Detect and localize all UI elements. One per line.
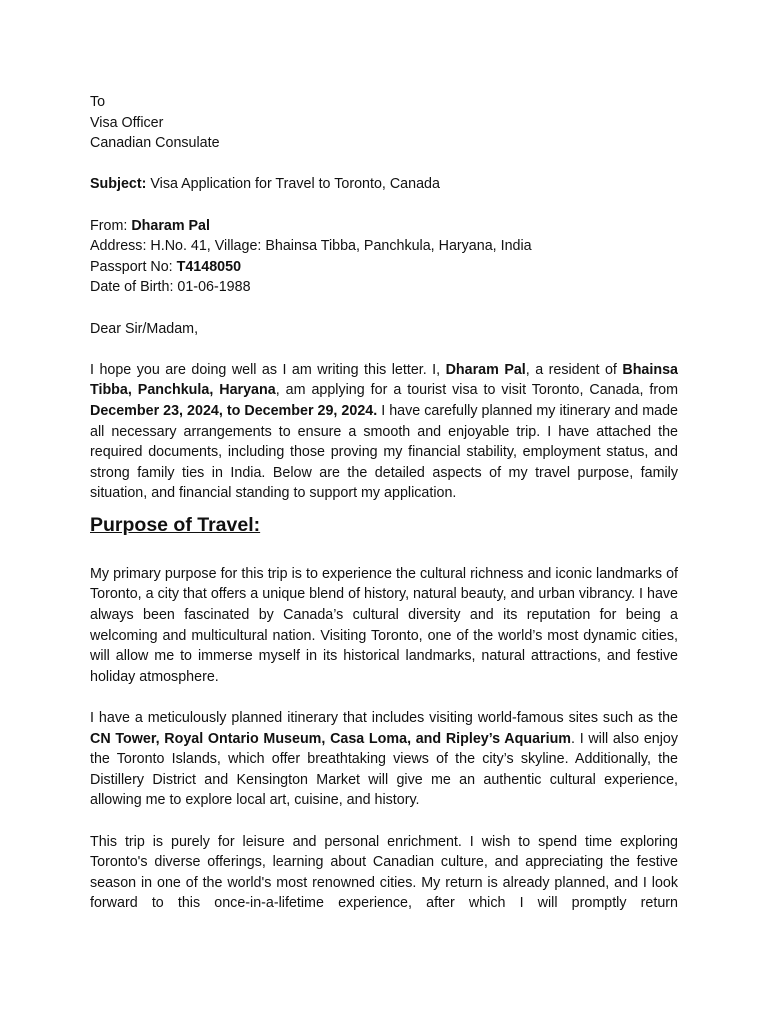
spacer <box>90 811 678 832</box>
subject-label: Subject: <box>90 176 147 193</box>
recipient-office: Canadian Consulate <box>90 135 220 152</box>
intro-text-3: , am applying for a tourist visa to visit Toronto, Canada, from <box>275 382 678 399</box>
subject-line <box>90 174 678 195</box>
salutation: Dear Sir/Madam, <box>90 320 199 337</box>
from-label: From: <box>90 217 132 234</box>
intro-text-1: I hope you are doing well as I am writing this letter. I, <box>90 361 446 378</box>
passport-number: T4148050 <box>176 258 242 275</box>
sender-passport <box>90 257 678 278</box>
spacer <box>90 540 678 564</box>
purpose-heading: Purpose of Travel: <box>90 513 261 536</box>
sender-name: Dharam Pal <box>131 217 210 234</box>
spacer <box>90 687 678 708</box>
intro-paragraph <box>90 360 678 504</box>
passport-label: Passport No: <box>90 258 177 275</box>
purpose-paragraph-1: My primary purpose for this trip is to experience the cultural richness and iconic landmarks of Toronto, a city that offers a unique blend of history, natural beauty, and urban vibrancy. I have always been fascinated by Canada’s cultural diversity and its reputation for being a welcoming and multicultural nation. Visiting Toronto, one of the world’s most dynamic cities, will allow me to immerse myself in its historical landmarks, natural attractions, and festive holiday atmosphere. <box>90 565 678 685</box>
letter-page <box>90 92 678 914</box>
recipient-to: To <box>90 94 106 110</box>
purpose-p2-text-2: . I will also enjoy the Toronto Islands, which offer breathtaking views of the city’s skyline. Additionally, the Distillery District and Kensington Market will give me an authentic cultural experience, allowing me to explore local art, cuisine, and history. <box>90 730 679 809</box>
sender-dob: Date of Birth: 01-06-1988 <box>90 279 251 296</box>
sender-block <box>90 216 678 298</box>
spacer <box>90 339 678 360</box>
purpose-paragraph-3: This trip is purely for leisure and personal enrichment. I wish to spend time exploring Toronto's diverse offerings, learning about Canadian culture, and appreciating the festive season in one of the world's most renowned cities. My return is already planned, and I look forward to this once-in-a-lifetime experience, after which I will promptly return <box>90 833 678 912</box>
subject-text: Visa Application for Travel to Toronto, Canada <box>146 176 440 193</box>
recipient-block <box>90 92 678 154</box>
intro-text-2: , a resident of <box>525 361 623 378</box>
intro-place: Bhainsa Tibba, Panchkula, Haryana <box>90 361 678 399</box>
recipient-officer: Visa Officer <box>90 114 164 131</box>
spacer <box>90 195 678 216</box>
purpose-p2-text-1: I have a meticulously planned itinerary that includes visiting world-famous sites such as the <box>90 710 678 727</box>
purpose-p2-sites: CN Tower, Royal Ontario Museum, Casa Loma, and Ripley’s Aquarium <box>90 730 572 747</box>
sender-address: Address: H.No. 41, Village: Bhainsa Tibba, Panchkula, Haryana, India <box>90 238 532 255</box>
intro-text-4: I have carefully planned my itinerary and made all necessary arrangements to ensure a smooth and enjoyable trip. I have attached the required documents, including those proving my financial stability, employment status, and strong family ties in India. Below are the detailed aspects of my travel purpose, family situation, and financial standing to support my application. <box>90 402 678 502</box>
spacer <box>90 298 678 319</box>
spacer <box>90 154 678 175</box>
intro-dates: December 23, 2024, to December 29, 2024. <box>90 402 378 419</box>
sender-from <box>90 216 678 237</box>
intro-name: Dharam Pal <box>445 361 526 378</box>
purpose-paragraph-2 <box>90 708 678 811</box>
